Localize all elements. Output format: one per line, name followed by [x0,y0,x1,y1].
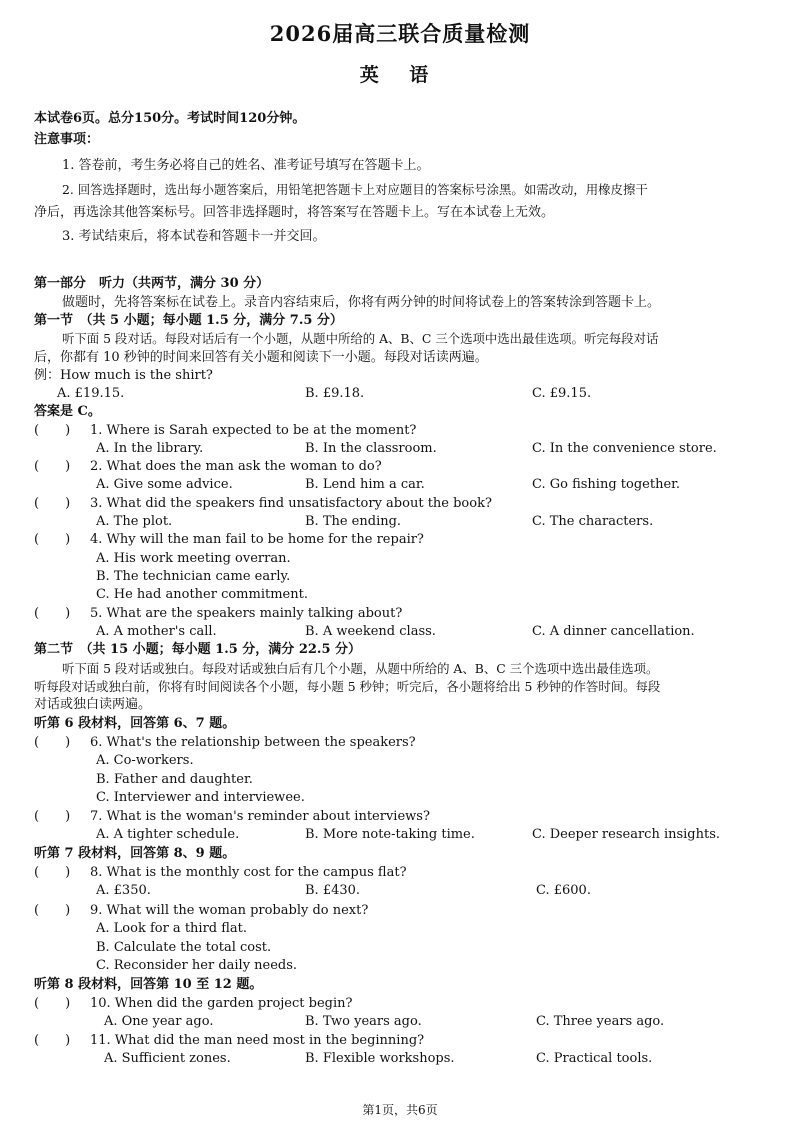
answer-blank: ( ) [34,459,71,474]
section2-intro-1: 听下面 5 段对话或独白。每段对话或独白后有几个小题，从题中所给的 A、B、C 三个选项中选出最佳选项。 [62,661,659,676]
answer-blank: ( ) [34,996,71,1011]
q2-option-a: A. Give some advice. [96,477,233,492]
part1-heading: 第一部分 听力（共两节，满分 30 分） [34,276,270,291]
question-11 [34,1032,424,1050]
q4-option-c: C. He had another commitment. [96,587,308,602]
q10-option-b: B. Two years ago. [305,1014,422,1029]
q1-option-b: B. In the classroom. [305,441,437,456]
section2-intro-2: 听每段对话或独白前，你将有时间阅读各个小题，每小题 5 秒钟；听完后，各小题将给出 5 秒钟的作答时间。每段 [34,679,661,694]
answer-blank: ( ) [34,903,71,918]
part1-intro: 做题时，先将答案标在试卷上。录音内容结束后，你将有两分钟的时间将试卷上的答案转涂到答题卡上。 [62,295,661,310]
answer-blank: ( ) [34,735,71,750]
q11-option-a: A. Sufficient zones. [104,1051,231,1066]
q8-option-b: B. £430. [305,883,361,898]
question-2 [34,458,382,476]
section1-intro-2: 后，你都有 10 秒钟的时间来回答有关小题和阅读下一小题。每段对话读两遍。 [34,350,488,365]
answer-blank: ( ) [34,532,71,547]
example-answer: 答案是 C。 [34,404,101,419]
question-8 [34,864,407,882]
q10-option-a: A. One year ago. [104,1014,214,1029]
q5-option-a: A. A mother's call. [96,624,217,639]
example-option-b: B. £9.18. [305,386,365,401]
question-stem: 9. What will the woman probably do next? [90,903,369,918]
section2-intro-3: 对话或独白读两遍。 [34,697,152,712]
question-3 [34,495,492,513]
question-stem: 4. Why will the man fail to be home for the repair? [90,532,424,547]
q1-option-a: A. In the library. [96,441,204,456]
q6-option-b: B. Father and daughter. [96,772,253,787]
q7-option-c: C. Deeper research insights. [532,827,721,842]
answer-blank: ( ) [34,606,71,621]
section1-heading: 第一节 （共 5 小题；每小题 1.5 分，满分 7.5 分） [34,313,343,328]
question-stem: 3. What did the speakers find unsatisfactory about the book? [90,496,492,511]
question-stem: 11. What did the man need most in the beginning? [90,1033,425,1048]
q6-option-a: A. Co-workers. [96,753,194,768]
exam-title: 2026届高三联合质量检测 [269,21,531,46]
question-stem: 2. What does the man ask the woman to do? [90,459,382,474]
q2-option-c: C. Go fishing together. [532,477,681,492]
question-10 [34,995,352,1013]
q8-option-c: C. £600. [536,883,591,898]
q6-option-c: C. Interviewer and interviewee. [96,790,305,805]
q9-option-a: A. Look for a third flat. [96,921,248,936]
q9-option-c: C. Reconsider her daily needs. [96,958,298,973]
question-1 [34,422,416,440]
q2-option-b: B. Lend him a car. [305,477,425,492]
question-stem: 7. What is the woman's reminder about interviews? [90,809,430,824]
q8-option-a: A. £350. [96,883,151,898]
notice-item-2b: 净后，再选涂其他答案标号。回答非选择题时，将答案写在答题卡上。写在本试卷上无效。 [34,205,555,220]
section2-heading: 第二节 （共 15 小题；每小题 1.5 分，满分 22.5 分） [34,642,362,657]
example-option-a: A. £19.15. [57,386,125,401]
answer-blank: ( ) [34,496,71,511]
example-option-c: C. £9.15. [532,386,592,401]
question-9 [34,902,368,920]
q9-option-b: B. Calculate the total cost. [96,940,272,955]
notice-item-2a: 2. 回答选择题时，选出每小题答案后，用铅笔把答题卡上对应题目的答案标号涂黑。如需改动，用橡皮擦干 [62,182,648,197]
material-6-heading: 听第 6 段材料，回答第 6、7 题。 [34,716,236,731]
q4-option-a: A. His work meeting overran. [96,551,291,566]
q10-option-c: C. Three years ago. [536,1014,665,1029]
material-8-heading: 听第 8 段材料，回答第 10 至 12 题。 [34,977,263,992]
answer-blank: ( ) [34,809,71,824]
answer-blank: ( ) [34,865,71,880]
question-stem: 5. What are the speakers mainly talking about? [90,606,403,621]
q7-option-b: B. More note-taking time. [305,827,475,842]
q11-option-b: B. Flexible workshops. [305,1051,455,1066]
q7-option-a: A. A tighter schedule. [96,827,240,842]
q1-option-c: C. In the convenience store. [532,441,717,456]
material-7-heading: 听第 7 段材料，回答第 8、9 题。 [34,846,236,861]
answer-blank: ( ) [34,1033,71,1048]
question-stem: 10. When did the garden project begin? [90,996,353,1011]
question-4 [34,531,424,549]
q3-option-b: B. The ending. [305,514,402,529]
section1-intro-1: 听下面 5 段对话。每段对话后有一个小题，从题中所给的 A、B、C 三个选项中选出最佳选项。听完每段对话 [62,331,659,346]
q3-option-c: C. The characters. [532,514,654,529]
page-footer: 第1页，共6页 [362,1103,438,1117]
q11-option-c: C. Practical tools. [536,1051,653,1066]
question-6 [34,734,416,752]
notice-heading: 注意事项： [34,132,100,147]
question-stem: 6. What's the relationship between the speakers? [90,735,416,750]
question-7 [34,808,430,826]
q3-option-a: A. The plot. [96,514,173,529]
question-stem: 8. What is the monthly cost for the campus flat? [90,865,407,880]
exam-info: 本试卷6页。总分150分。考试时间120分钟。 [34,111,306,126]
example-question: 例：How much is the shirt? [34,368,213,383]
q5-option-c: C. A dinner cancellation. [532,624,695,639]
question-5 [34,605,402,623]
q4-option-b: B. The technician came early. [96,569,291,584]
answer-blank: ( ) [34,423,71,438]
question-stem: 1. Where is Sarah expected to be at the moment? [90,423,417,438]
subject-title: 英 语 [359,64,441,86]
notice-item-1: 1. 答卷前，考生务必将自己的姓名、准考证号填写在答题卡上。 [62,158,430,173]
q5-option-b: B. A weekend class. [305,624,436,639]
notice-item-3: 3. 考试结束后，将本试卷和答题卡一并交回。 [62,229,326,244]
